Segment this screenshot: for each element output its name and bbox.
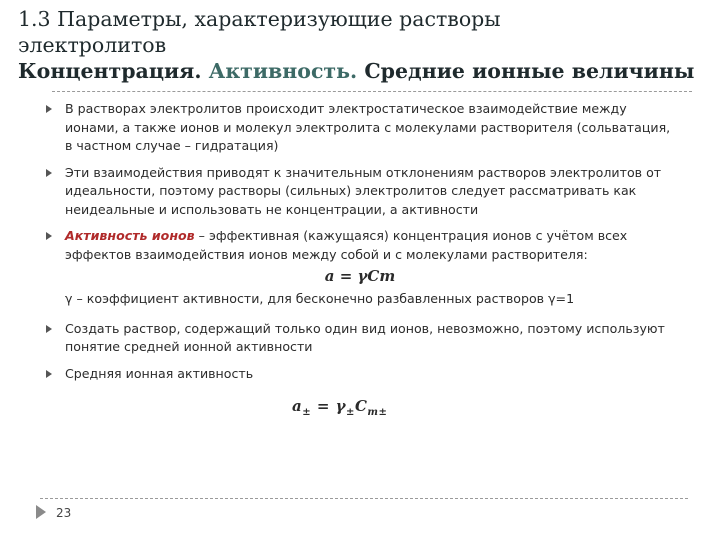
triangle-arrow-icon xyxy=(46,105,52,113)
gamma-note: γ – коэффициент активности, для бесконечно разбавленных растворов γ=1 xyxy=(65,291,575,306)
formula-a-sub: ± xyxy=(302,407,312,418)
bullet-item xyxy=(40,320,680,357)
triangle-arrow-icon xyxy=(46,325,52,333)
bullet-text: Создать раствор, содержащий только один вид ионов, невозможно, поэтому используют понятие средней ионной активности xyxy=(65,320,665,354)
formula-gamma: γ xyxy=(335,397,347,415)
title-activity: Активность. xyxy=(208,59,358,83)
triangle-arrow-icon xyxy=(46,370,52,378)
title-ionic-values: Средние ионные величины xyxy=(364,59,695,83)
page-number: 23 xyxy=(56,506,72,520)
bullet-item xyxy=(40,227,680,264)
bullet-list xyxy=(40,100,680,383)
triangle-arrow-icon xyxy=(46,169,52,177)
title-line-3 xyxy=(18,58,708,84)
bullet-text: – эффективная (кажущаяся) концентрация ионов с учётом всех эффектов взаимодействия ионов между собой и с молекулами растворителя: xyxy=(65,228,628,262)
bullet-item xyxy=(40,365,680,384)
bullet-item xyxy=(40,164,680,220)
formula-c-sub: m± xyxy=(367,407,388,418)
formula-equals: = xyxy=(311,397,336,415)
formula-c: C xyxy=(354,397,368,415)
triangle-arrow-icon xyxy=(46,232,52,240)
activity-formula: a = γCm xyxy=(324,267,396,285)
title-line-1: 1.3 Параметры, характеризующие растворы xyxy=(18,7,501,31)
activity-term: Активность ионов xyxy=(65,228,195,243)
mean-activity-formula xyxy=(292,397,387,418)
slide-title xyxy=(18,6,708,84)
footer-divider xyxy=(40,498,688,499)
bullet-text: Эти взаимодействия приводят к значительным отклонениям растворов электролитов от идеальности, поэтому растворы (сильных) электролитов следует рассматривать как неидеальные и использовать не концентрации, а активности xyxy=(65,164,662,217)
title-divider xyxy=(52,91,692,92)
formula-gamma-sub: ± xyxy=(346,407,355,418)
bullet-item xyxy=(40,100,680,156)
page-marker-icon xyxy=(36,505,46,519)
bullet-text: Средняя ионная активность xyxy=(65,365,254,381)
title-concentration: Концентрация. xyxy=(18,59,202,83)
bullet-text: В растворах электролитов происходит электростатическое взаимодействие между ионами, а также ионов и молекул электролита с молекулами растворителя (сольватация, в частном случае – гидратация) xyxy=(65,101,671,153)
formula-a: a xyxy=(292,397,303,415)
title-line-2: электролитов xyxy=(18,33,167,57)
